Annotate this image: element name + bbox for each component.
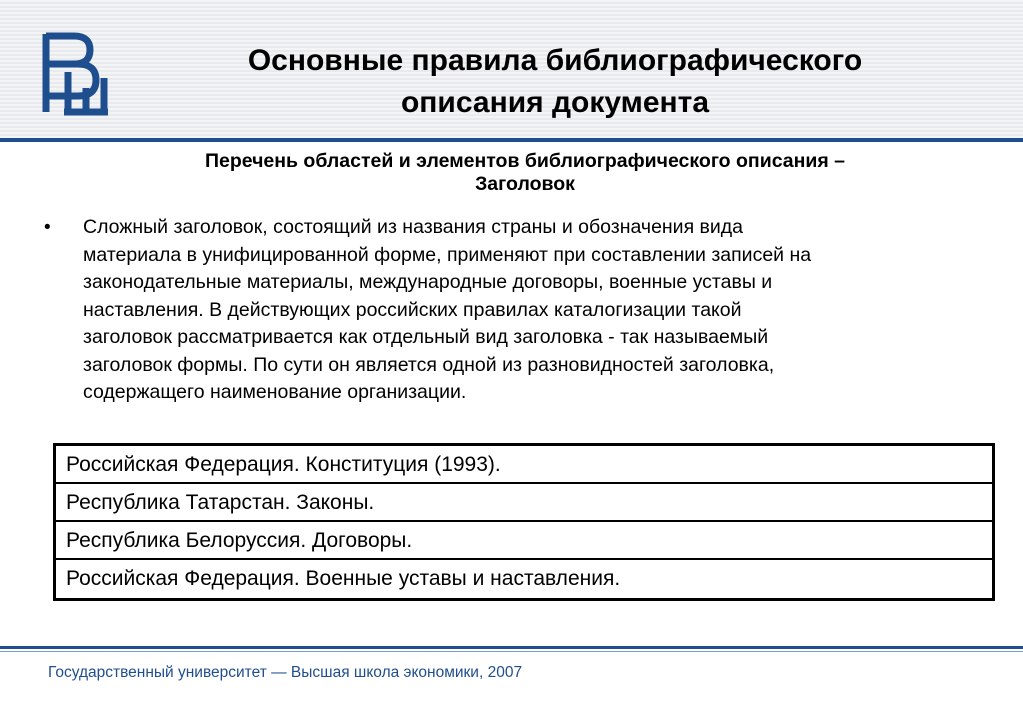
slide-title <box>140 40 970 124</box>
header-divider <box>0 138 1023 142</box>
footer-divider <box>0 646 1023 649</box>
bullet-marker: • <box>44 217 51 238</box>
bullet-line: материала в унифицированной форме, применяют при составлении записей на <box>83 243 812 266</box>
table-row: Республика Белоруссия. Договоры. <box>56 522 992 560</box>
footer-text: Государственный университет — Высшая школа экономики, 2007 <box>48 664 523 681</box>
examples-table <box>53 443 995 601</box>
bullet-line: заголовок рассматривается как отдельный вид заголовка - так называемый <box>83 326 769 348</box>
bullet-item <box>44 214 984 407</box>
slide-title-line-2: описания документа <box>400 86 710 119</box>
bullet-line: законодательные материалы, международные договоры, военные уставы и <box>83 271 773 293</box>
bullet-line: Сложный заголовок, состоящий из названия страны и обозначения вида <box>83 216 744 238</box>
slide-subtitle <box>60 150 990 196</box>
table-row: Российская Федерация. Конституция (1993). <box>56 446 992 484</box>
bullet-line: заголовок формы. По сути он является одной из разновидностей заголовка, <box>83 353 775 376</box>
bullet-line: содержащего наименование организации. <box>83 381 467 403</box>
table-row: Республика Татарстан. Законы. <box>56 484 992 522</box>
bullet-text <box>83 214 984 407</box>
slide-subtitle-line-2: Заголовок <box>475 173 575 195</box>
hse-logo-icon <box>40 28 112 118</box>
slide-title-line-1: Основные правила библиографического <box>247 44 863 77</box>
table-row: Российская Федерация. Военные уставы и наставления. <box>66 567 621 590</box>
footer-divider-thin <box>0 651 1023 652</box>
bullet-line: наставления. В действующих российских правилах каталогизации такой <box>83 298 742 321</box>
slide-subtitle-line-1: Перечень областей и элементов библиографического описания – <box>204 150 846 172</box>
